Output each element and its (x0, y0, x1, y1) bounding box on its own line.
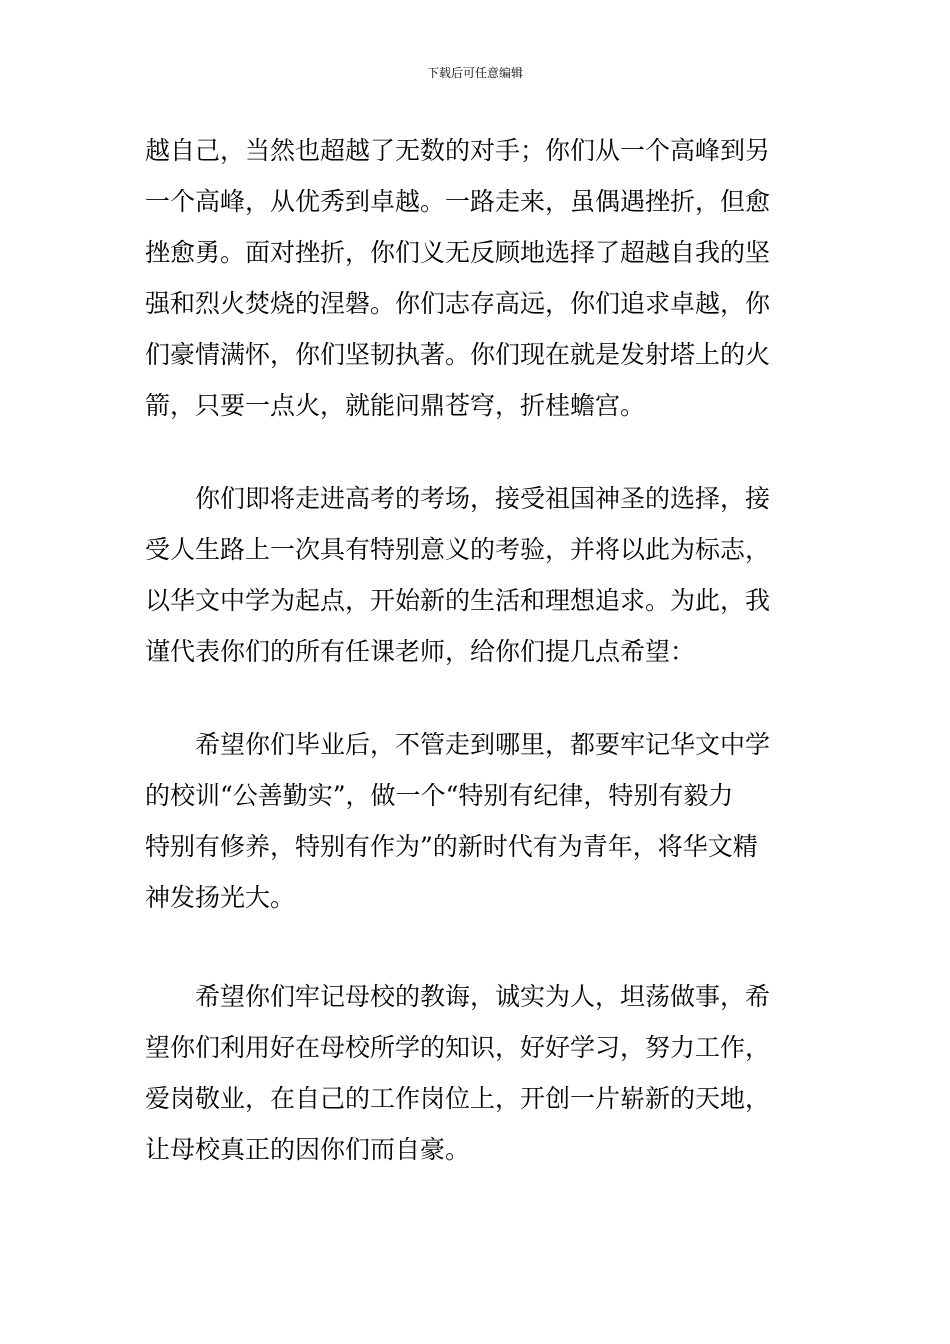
text-line: 箭，只要一点火，就能问鼎苍穹，折桂蟾宫。 (145, 391, 646, 420)
paragraph-3 (145, 719, 810, 923)
text-line: 强和烈火焚烧的涅磐。你们志存高远，你们追求卓越，你 (145, 289, 771, 318)
text-line: 望你们利用好在母校所学的知识，好好学习，努力工作， (145, 1033, 771, 1062)
page-header-note: 下载后可任意编辑 (426, 66, 523, 80)
text-line: 你们即将走进高考的考场，接受祖国神圣的选择，接 (145, 484, 771, 513)
text-line: 越自己，当然也超越了无数的对手；你们从一个高峰到另 (145, 136, 771, 165)
text-line: 特别有修养，特别有作为”的新时代有为青年，将华文精 (145, 832, 758, 861)
text-line: 爱岗敬业，在自己的工作岗位上，开创一片崭新的天地， (145, 1084, 771, 1113)
text-line: 神发扬光大。 (145, 883, 296, 912)
paragraph-1 (145, 125, 810, 431)
text-line: 希望你们毕业后，不管走到哪里，都要牢记华文中学 (145, 730, 771, 759)
text-line: 的校训“公善勤实”，做一个“特别有纪律，特别有毅力 (145, 781, 734, 810)
text-line: 谨代表你们的所有任课老师，给你们提几点希望： (145, 637, 696, 666)
text-line: 以华文中学为起点，开始新的生活和理想追求。为此，我 (145, 586, 771, 615)
text-line: 们豪情满怀，你们坚韧执著。你们现在就是发射塔上的火 (145, 340, 771, 369)
text-line: 一个高峰，从优秀到卓越。一路走来，虽偶遇挫折，但愈 (145, 187, 771, 216)
text-line: 希望你们牢记母校的教诲，诚实为人，坦荡做事，希 (145, 982, 771, 1011)
text-line: 受人生路上一次具有特别意义的考验，并将以此为标志， (145, 535, 771, 564)
paragraph-2 (145, 473, 810, 677)
text-line: 让母校真正的因你们而自豪。 (145, 1135, 471, 1164)
paragraph-4 (145, 971, 810, 1175)
text-line: 挫愈勇。面对挫折，你们义无反顾地选择了超越自我的坚 (145, 238, 771, 267)
